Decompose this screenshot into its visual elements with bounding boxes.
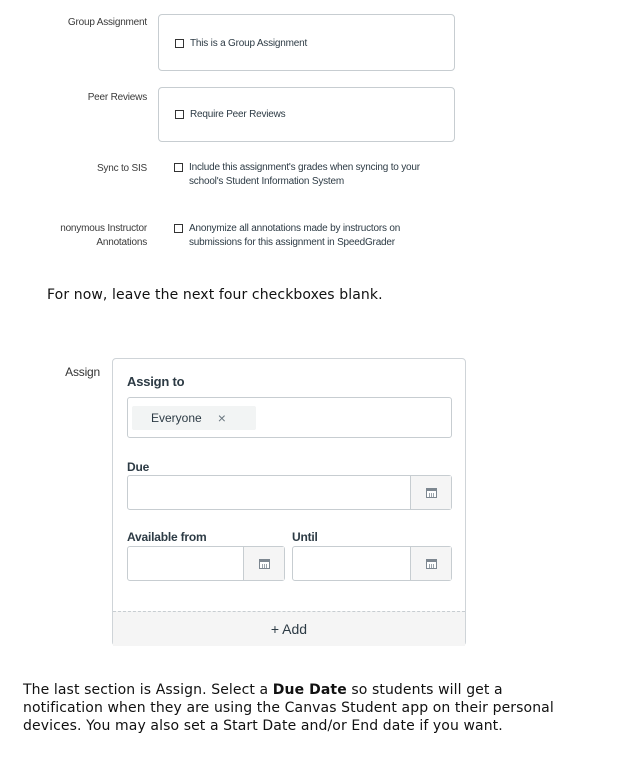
until-calendar-button[interactable] bbox=[410, 547, 451, 580]
instruction-assign-line2: notification when they are using the Canvas Student app on their personal bbox=[23, 700, 554, 716]
available-from-label: Available from bbox=[127, 530, 207, 544]
anonymous-annotations-label-line1: nonymous Instructor bbox=[60, 223, 147, 234]
group-assignment-checkbox[interactable] bbox=[175, 39, 184, 48]
anonymous-annotations-checkbox-label-line1: Anonymize all annotations made by instructors on bbox=[189, 223, 401, 234]
add-button-label: + Add bbox=[270, 621, 308, 637]
calendar-icon bbox=[259, 559, 270, 569]
instruction-assign-line3: devices. You may also set a Start Date and/or End date if you want. bbox=[23, 718, 503, 734]
peer-reviews-card bbox=[158, 87, 455, 142]
available-from-input[interactable] bbox=[128, 547, 243, 580]
assign-to-input[interactable] bbox=[127, 397, 452, 438]
everyone-token bbox=[132, 406, 256, 430]
assign-section-label: Assign bbox=[65, 365, 100, 379]
assign-to-label: Assign to bbox=[127, 374, 185, 389]
sync-sis-checkbox-label-line2: school's Student Information System bbox=[189, 176, 344, 187]
available-from-calendar-button[interactable] bbox=[243, 547, 284, 580]
everyone-token-label: Everyone bbox=[151, 411, 202, 425]
group-assignment-label: Group Assignment bbox=[67, 17, 147, 28]
group-assignment-option[interactable] bbox=[175, 37, 307, 51]
calendar-icon bbox=[426, 559, 437, 569]
instruction-assign-text2: so students will get a bbox=[346, 682, 503, 698]
anonymous-annotations-checkbox[interactable] bbox=[174, 224, 183, 233]
instruction-assign bbox=[23, 681, 628, 735]
until-field bbox=[292, 546, 452, 581]
sync-sis-option[interactable] bbox=[174, 161, 420, 189]
sync-sis-checkbox-label-line1: Include this assignment's grades when syncing to your bbox=[189, 162, 420, 173]
until-input[interactable] bbox=[293, 547, 410, 580]
instruction-assign-line1 bbox=[23, 681, 628, 699]
until-label: Until bbox=[292, 530, 318, 544]
peer-reviews-option[interactable] bbox=[175, 108, 286, 122]
peer-reviews-checkbox[interactable] bbox=[175, 110, 184, 119]
anonymous-annotations-label-line2: Annotations bbox=[96, 237, 147, 248]
peer-reviews-label: Peer Reviews bbox=[87, 92, 147, 103]
instruction-leave-blank: For now, leave the next four checkboxes blank. bbox=[47, 287, 383, 303]
anonymous-annotations-label bbox=[20, 222, 147, 250]
available-from-field bbox=[127, 546, 285, 581]
due-date-calendar-button[interactable] bbox=[410, 476, 451, 509]
add-assignee-button[interactable] bbox=[113, 611, 465, 646]
calendar-icon bbox=[426, 488, 437, 498]
anonymous-annotations-checkbox-label-line2: submissions for this assignment in SpeedGrader bbox=[189, 237, 395, 248]
due-date-input[interactable] bbox=[128, 476, 410, 509]
sync-sis-checkbox[interactable] bbox=[174, 163, 183, 172]
due-label: Due bbox=[127, 460, 150, 474]
assign-card bbox=[112, 358, 466, 646]
group-assignment-card bbox=[158, 14, 455, 71]
remove-token-icon[interactable]: × bbox=[217, 410, 226, 426]
group-assignment-checkbox-label: This is a Group Assignment bbox=[190, 38, 308, 49]
instruction-assign-bold: Due Date bbox=[272, 682, 347, 698]
anonymous-annotations-option[interactable] bbox=[174, 222, 400, 250]
instruction-assign-text1: The last section is Assign. Select a bbox=[23, 682, 273, 698]
due-date-field bbox=[127, 475, 452, 510]
peer-reviews-checkbox-label: Require Peer Reviews bbox=[190, 109, 286, 120]
sync-sis-label: Sync to SIS bbox=[96, 163, 147, 174]
